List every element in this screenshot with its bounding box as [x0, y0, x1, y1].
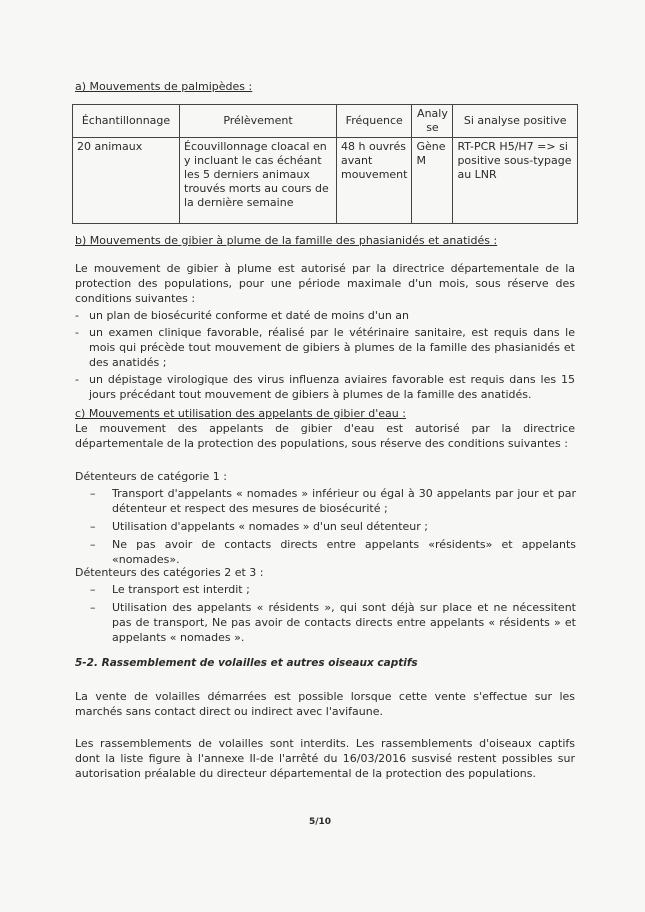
category-2-3-list [90, 582, 576, 645]
section-b-heading: b) Mouvements de gibier à plume de la famille des phasianidés et anatidés : [75, 234, 498, 247]
table-header-row [73, 105, 578, 138]
section-5-2-para-2: Les rassemblements de volailles sont interdits. Les rassemblements d'oiseaux captifs dont la liste figure à l'annexe II-de l'arrêté du 16/03/2016 susvisé restent possibles sur autorisation préalable du directeur départemental de la protection des populations. [75, 737, 575, 780]
header-cell: Si analyse positive [453, 105, 578, 138]
section-b-intro: Le mouvement de gibier à plume est autorisé par la directrice départementale de la protection des populations, pour une période maximale d'un mois, sous réserve des conditions suivantes : [75, 262, 575, 305]
header-cell: Fréquence [337, 105, 412, 138]
section-c-heading: c) Mouvements et utilisation des appelants de gibier d'eau : [75, 407, 406, 420]
category-1-list [90, 486, 576, 567]
header-cell: Échantillonnage [73, 105, 180, 138]
section-c-intro: Le mouvement des appelants de gibier d'eau est autorisé par la directrice départementale de la protection des populations, sous réserve des conditions suivantes : [75, 422, 575, 450]
table-cell: 48 h ouvrés avant mouvement [337, 138, 412, 224]
category-1-label: Détenteurs de catégorie 1 : [75, 470, 227, 483]
section-5-2-para-1: La vente de volailles démarrées est possible lorsque cette vente s'effectue sur les marchés sans contact direct ou indirect avec l'avifaune. [75, 690, 575, 718]
list-item: – Utilisation d'appelants « nomades » d'un seul détenteur ; [90, 520, 428, 533]
table-row [73, 138, 578, 224]
list-item: - un examen clinique favorable, réalisé par le vétérinaire sanitaire, est requis dans le mois qui précède tout mouvement de gibiers à plumes de la famille des phasianidés et des anatidés ; [75, 326, 575, 369]
list-item: – Transport d'appelants « nomades » inférieur ou égal à 30 appelants par jour et par détenteur et respect des mesures de biosécurité ; [90, 487, 576, 515]
list-item: - un plan de biosécurité conforme et daté de moins d'un an [75, 309, 410, 322]
category-2-3-label: Détenteurs des catégories 2 et 3 : [75, 566, 264, 579]
section-5-2-heading: 5-2. Rassemblement de volailles et autres oiseaux captifs [75, 657, 418, 669]
list-item: – Le transport est interdit ; [90, 583, 250, 596]
table-cell: RT-PCR H5/H7 => si positive sous-typage au LNR [453, 138, 578, 224]
section-b-list [75, 308, 575, 402]
header-cell: Prélèvement [180, 105, 337, 138]
list-item: - un dépistage virologique des virus influenza aviaires favorable est requis dans les 15 jours précédant tout mouvement de gibiers à plumes de la famille des anatidés. [75, 373, 575, 401]
table-cell: Gène M [412, 138, 453, 224]
table-cell: Écouvillonnage cloacal en y incluant le cas échéant les 5 derniers animaux trouvés morts au cours de la dernière semaine [180, 138, 337, 224]
list-item: – Utilisation des appelants « résidents », qui sont déjà sur place et ne nécessitent pas de transport, Ne pas avoir de contacts directs entre appelants « résidents » et appelants « nomades ». [90, 601, 576, 644]
page-number: 5/10 [309, 817, 332, 827]
header-cell: Analy se [412, 105, 453, 138]
section-a-heading: a) Mouvements de palmipèdes : [75, 80, 253, 93]
list-item: – Ne pas avoir de contacts directs entre appelants «résidents» et appelants «nomades». [90, 538, 576, 566]
table-cell: 20 animaux [73, 138, 180, 224]
sampling-table [72, 104, 578, 224]
